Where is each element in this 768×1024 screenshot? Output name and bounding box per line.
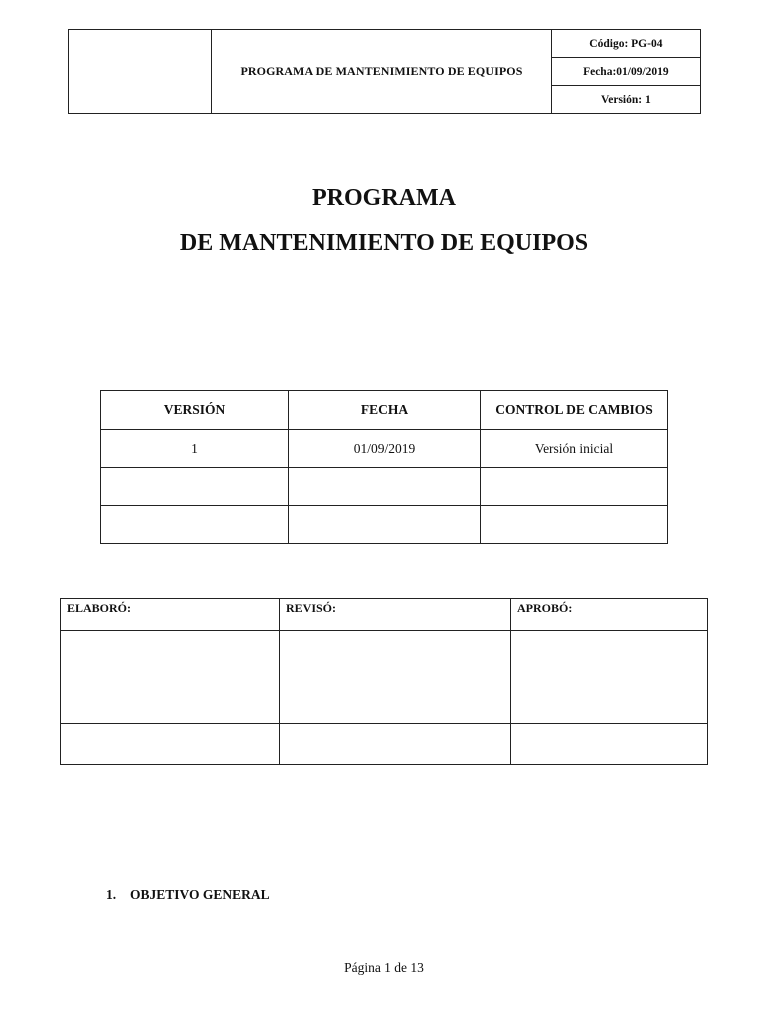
version-cell: 1 bbox=[101, 430, 289, 468]
document-title-line1: PROGRAMA bbox=[312, 185, 456, 211]
signature-row bbox=[61, 631, 708, 724]
version-header: VERSIÓN bbox=[101, 391, 289, 430]
header-title: PROGRAMA DE MANTENIMIENTO DE EQUIPOS bbox=[212, 30, 552, 114]
page-number: Página 1 de 13 bbox=[344, 960, 424, 975]
version-table-header bbox=[101, 391, 668, 430]
version-cell bbox=[101, 506, 289, 544]
date-cell bbox=[289, 506, 481, 544]
name-row bbox=[61, 724, 708, 765]
changes-cell bbox=[481, 468, 668, 506]
document-header bbox=[68, 29, 701, 114]
version-cell bbox=[101, 468, 289, 506]
changes-cell: Versión inicial bbox=[481, 430, 668, 468]
changes-header: CONTROL DE CAMBIOS bbox=[481, 391, 668, 430]
section-number: 1. bbox=[106, 887, 117, 902]
reviewed-by-name bbox=[280, 724, 511, 765]
table-row bbox=[101, 506, 668, 544]
date-cell bbox=[289, 468, 481, 506]
reviewed-by-header: REVISÓ: bbox=[280, 599, 511, 631]
approved-by-signature bbox=[511, 631, 708, 724]
table-row bbox=[101, 468, 668, 506]
approved-by-header: APROBÓ: bbox=[511, 599, 708, 631]
approved-by-name bbox=[511, 724, 708, 765]
logo-cell bbox=[69, 30, 212, 114]
signature-table bbox=[60, 598, 708, 765]
header-date: Fecha:01/09/2019 bbox=[551, 58, 700, 86]
changes-cell bbox=[481, 506, 668, 544]
version-table bbox=[100, 390, 668, 544]
section-title: OBJETIVO GENERAL bbox=[130, 887, 270, 902]
header-version: Versión: 1 bbox=[551, 86, 700, 114]
table-row bbox=[101, 430, 668, 468]
header-code: Código: PG-04 bbox=[551, 30, 700, 58]
prepared-by-signature bbox=[61, 631, 280, 724]
date-header: FECHA bbox=[289, 391, 481, 430]
section-heading bbox=[106, 887, 270, 903]
signature-table-header bbox=[61, 599, 708, 631]
prepared-by-header: ELABORÓ: bbox=[61, 599, 280, 631]
reviewed-by-signature bbox=[280, 631, 511, 724]
prepared-by-name bbox=[61, 724, 280, 765]
document-title-line2: DE MANTENIMIENTO DE EQUIPOS bbox=[179, 230, 589, 256]
date-cell: 01/09/2019 bbox=[289, 430, 481, 468]
